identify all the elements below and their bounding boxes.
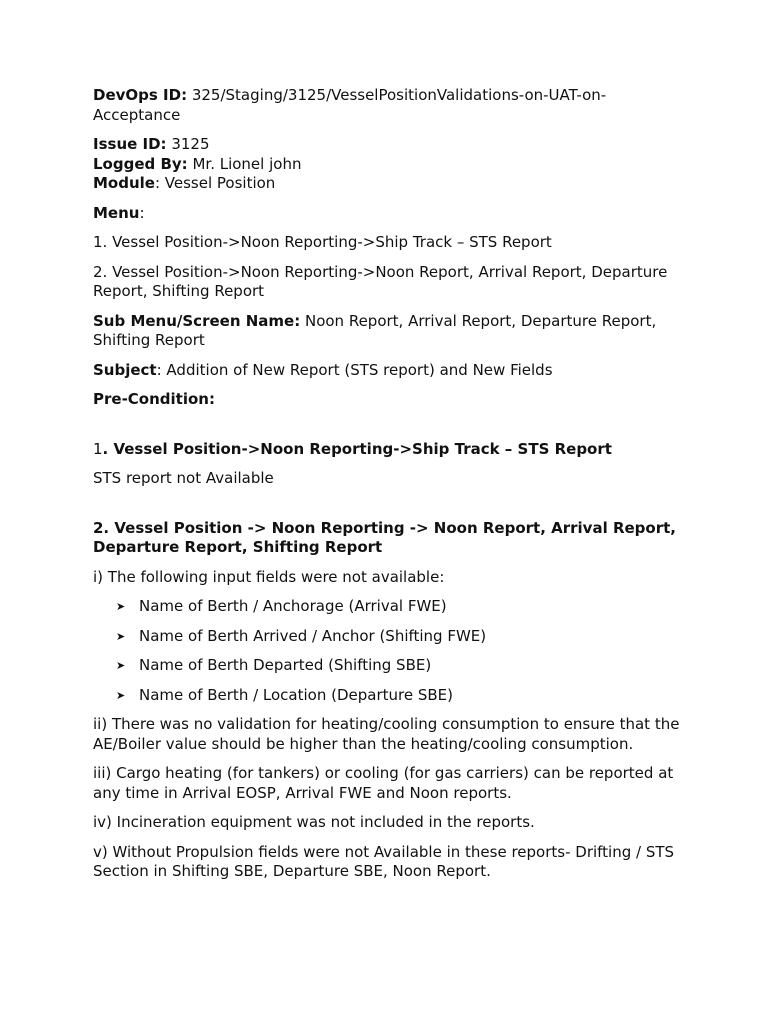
- devops-id-line: [93, 86, 683, 125]
- logged-by-label: Logged By:: [93, 154, 188, 173]
- precondition-label: Pre-Condition:: [93, 390, 215, 408]
- point-iv: iv) Incineration equipment was not included in the reports.: [93, 813, 535, 831]
- menu-line: [93, 204, 683, 224]
- logged-by-line: [93, 155, 683, 175]
- arrowhead-bullet-icon: ➤: [116, 600, 126, 613]
- section1-number: 1: [93, 439, 103, 458]
- list-item-text: Name of Berth Arrived / Anchor (Shifting FWE): [139, 626, 487, 645]
- list-item: [93, 686, 683, 706]
- list-item: [93, 656, 683, 676]
- section1-title: . Vessel Position->Noon Reporting->Ship Track – STS Report: [102, 439, 612, 458]
- menu-item-2: 2. Vessel Position->Noon Reporting->Noon Report, Arrival Report, Departure Report, Shifting Report: [93, 262, 668, 300]
- point-v: v) Without Propulsion fields were not Available in these reports- Drifting / STS Section in Shifting SBE, Departure SBE, Noon Report.: [93, 842, 675, 880]
- point-ii: ii) There was no validation for heating/cooling consumption to ensure that the AE/Boiler value should be higher than the heating/cooling consumption.: [93, 715, 680, 753]
- list-item: [93, 627, 683, 647]
- arrowhead-bullet-icon: ➤: [116, 659, 126, 672]
- document-page: [93, 86, 683, 892]
- module-line: [93, 174, 683, 194]
- arrowhead-bullet-icon: ➤: [116, 629, 126, 643]
- menu-colon: :: [139, 203, 145, 222]
- list-item: [93, 597, 683, 617]
- section1-body: STS report not Available: [93, 469, 274, 487]
- issue-id-value: 3125: [166, 135, 210, 153]
- missing-fields-list: [93, 597, 683, 705]
- spacer: [93, 499, 683, 519]
- list-item-text: Name of Berth / Location (Departure SBE): [139, 685, 453, 704]
- spacer: [93, 420, 683, 440]
- issue-id-line: [93, 135, 683, 155]
- subject-value: : Addition of New Report (STS report) and New Fields: [156, 360, 553, 379]
- submenu-line: [93, 312, 683, 351]
- devops-id-value: 325/Staging/3125/VesselPositionValidations-on-UAT-on-Acceptance: [93, 86, 607, 124]
- arrowhead-bullet-icon: ➤: [116, 688, 126, 702]
- section2-heading: 2. Vessel Position -> Noon Reporting -> Noon Report, Arrival Report, Departure Report, Shifting Report: [93, 518, 676, 556]
- section2-intro: i) The following input fields were not available:: [93, 567, 445, 586]
- module-label: Module: [93, 174, 155, 192]
- menu-item-1: 1. Vessel Position->Noon Reporting->Ship Track – STS Report: [93, 233, 552, 251]
- list-item-text: Name of Berth / Anchorage (Arrival FWE): [139, 597, 447, 615]
- list-item-text: Name of Berth Departed (Shifting SBE): [139, 656, 432, 674]
- submenu-value: Noon Report, Arrival Report, Departure Report, Shifting Report: [93, 311, 657, 349]
- section1-heading: [93, 440, 683, 460]
- point-iii: iii) Cargo heating (for tankers) or cooling (for gas carriers) can be reported at any time in Arrival EOSP, Arrival FWE and Noon reports.: [93, 764, 674, 802]
- subject-line: [93, 361, 683, 381]
- submenu-label: Sub Menu/Screen Name:: [93, 311, 301, 330]
- devops-id-label: DevOps ID:: [93, 86, 188, 104]
- subject-label: Subject: [93, 360, 157, 379]
- menu-label: Menu: [93, 203, 140, 222]
- logged-by-value: Mr. Lionel john: [187, 154, 302, 173]
- module-value: : Vessel Position: [154, 174, 276, 192]
- issue-id-label: Issue ID:: [93, 135, 167, 153]
